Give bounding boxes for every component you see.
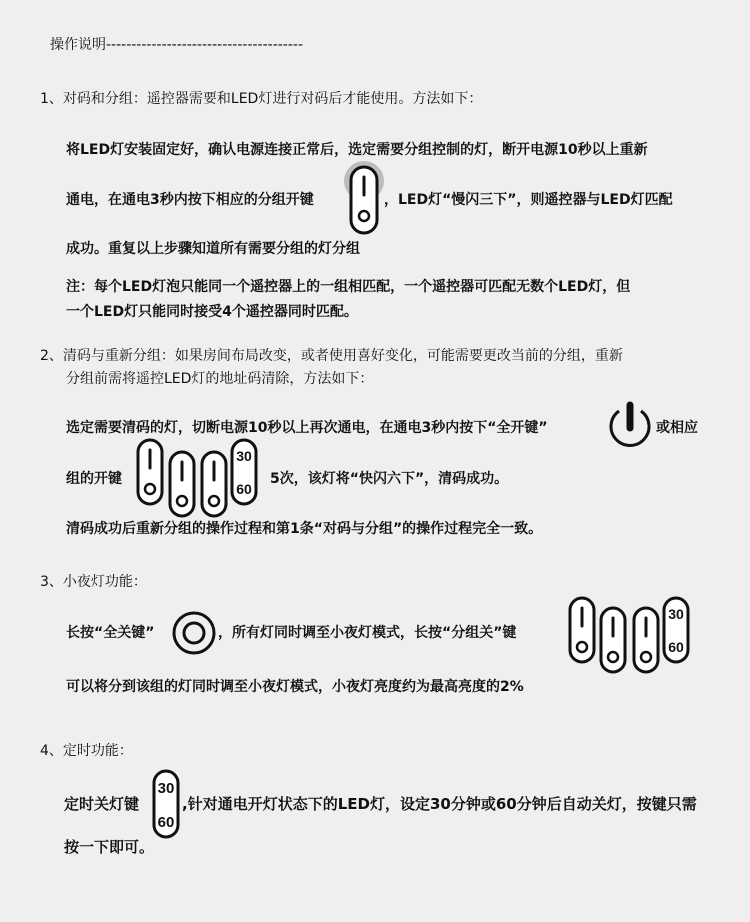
- section-4-text: ,针对通电开灯状态下的LED灯，设定30分钟或60分钟后自动关灯，按键只需: [182, 795, 697, 813]
- section-2-heading: 分组前需将遥控LED灯的地址码清除，方法如下：: [66, 371, 374, 387]
- timer-label-30: 30: [157, 780, 175, 797]
- section-2-text: 清码成功后重新分组的操作过程和第1条“对码与分组”的操作过程完全一致。: [66, 521, 543, 537]
- group-switch-icon: [598, 605, 628, 675]
- section-2-heading: 2、清码与重新分组：如果房间布局改变，或者使用喜好变化，可能需要更改当前的分组，重新: [40, 348, 623, 364]
- timer-label-60: 60: [668, 639, 684, 655]
- power-icon: [604, 400, 656, 452]
- section-1-text: 通电，在通电3秒内按下相应的分组开键: [66, 192, 314, 208]
- page-title: 操作说明---------------------------------------: [50, 37, 304, 53]
- section-2-text: 选定需要清码的灯，切断电源10秒以上再次通电，在通电3秒内按下“全开键”: [66, 420, 548, 436]
- section-1-note: 一个LED灯只能同时接受4个遥控器同时匹配。: [66, 304, 358, 320]
- section-1-text: ，LED灯“慢闪三下”，则遥控器与LED灯匹配: [384, 192, 673, 208]
- timer-label-30: 30: [668, 606, 684, 622]
- timer-30-60-icon: [229, 437, 259, 507]
- ring-icon: [171, 610, 217, 656]
- section-1-note: 注：每个LED灯泡只能同一个遥控器上的一组相匹配，一个遥控器可匹配无数个LED灯，但: [66, 279, 631, 295]
- section-4-text: 定时关灯键: [64, 795, 140, 813]
- section-2-text: 组的开键: [66, 471, 122, 487]
- timer-label-60: 60: [157, 814, 175, 831]
- group-switch-icon: [199, 449, 229, 519]
- section-1-heading: 1、对码和分组：遥控器需要和LED灯进行对码后才能使用。方法如下：: [40, 91, 483, 107]
- group-switch-icon: [631, 605, 661, 675]
- section-4-text: 按一下即可。: [64, 838, 155, 856]
- section-4-heading: 4、定时功能：: [40, 743, 133, 759]
- group-switch-icon: [342, 160, 386, 240]
- group-switch-icon: [567, 595, 597, 665]
- group-switch-icon: [167, 449, 197, 519]
- section-3-text: 长按“全关键”: [66, 625, 155, 641]
- timer-30-60-icon: [661, 595, 691, 665]
- section-3-text: 可以将分到该组的灯同时调至小夜灯模式，小夜灯亮度约为最高亮度的2%: [66, 679, 524, 695]
- timer-label-30: 30: [236, 448, 252, 464]
- section-1-text: 将LED灯安装固定好，确认电源连接正常后，选定需要分组控制的灯，断开电源10秒以上重新: [66, 142, 648, 158]
- section-2-text: 或相应: [656, 420, 698, 436]
- timer-label-60: 60: [236, 481, 252, 497]
- section-3-text: ，所有灯同时调至小夜灯模式，长按“分组关”键: [218, 625, 517, 641]
- group-switch-icon: [135, 437, 165, 507]
- section-2-text: 5次，该灯将“快闪六下”，清码成功。: [270, 471, 509, 487]
- timer-30-60-icon: [151, 768, 181, 840]
- section-1-text: 成功。重复以上步骤知道所有需要分组的灯分组: [66, 241, 360, 257]
- section-3-heading: 3、小夜灯功能：: [40, 574, 147, 590]
